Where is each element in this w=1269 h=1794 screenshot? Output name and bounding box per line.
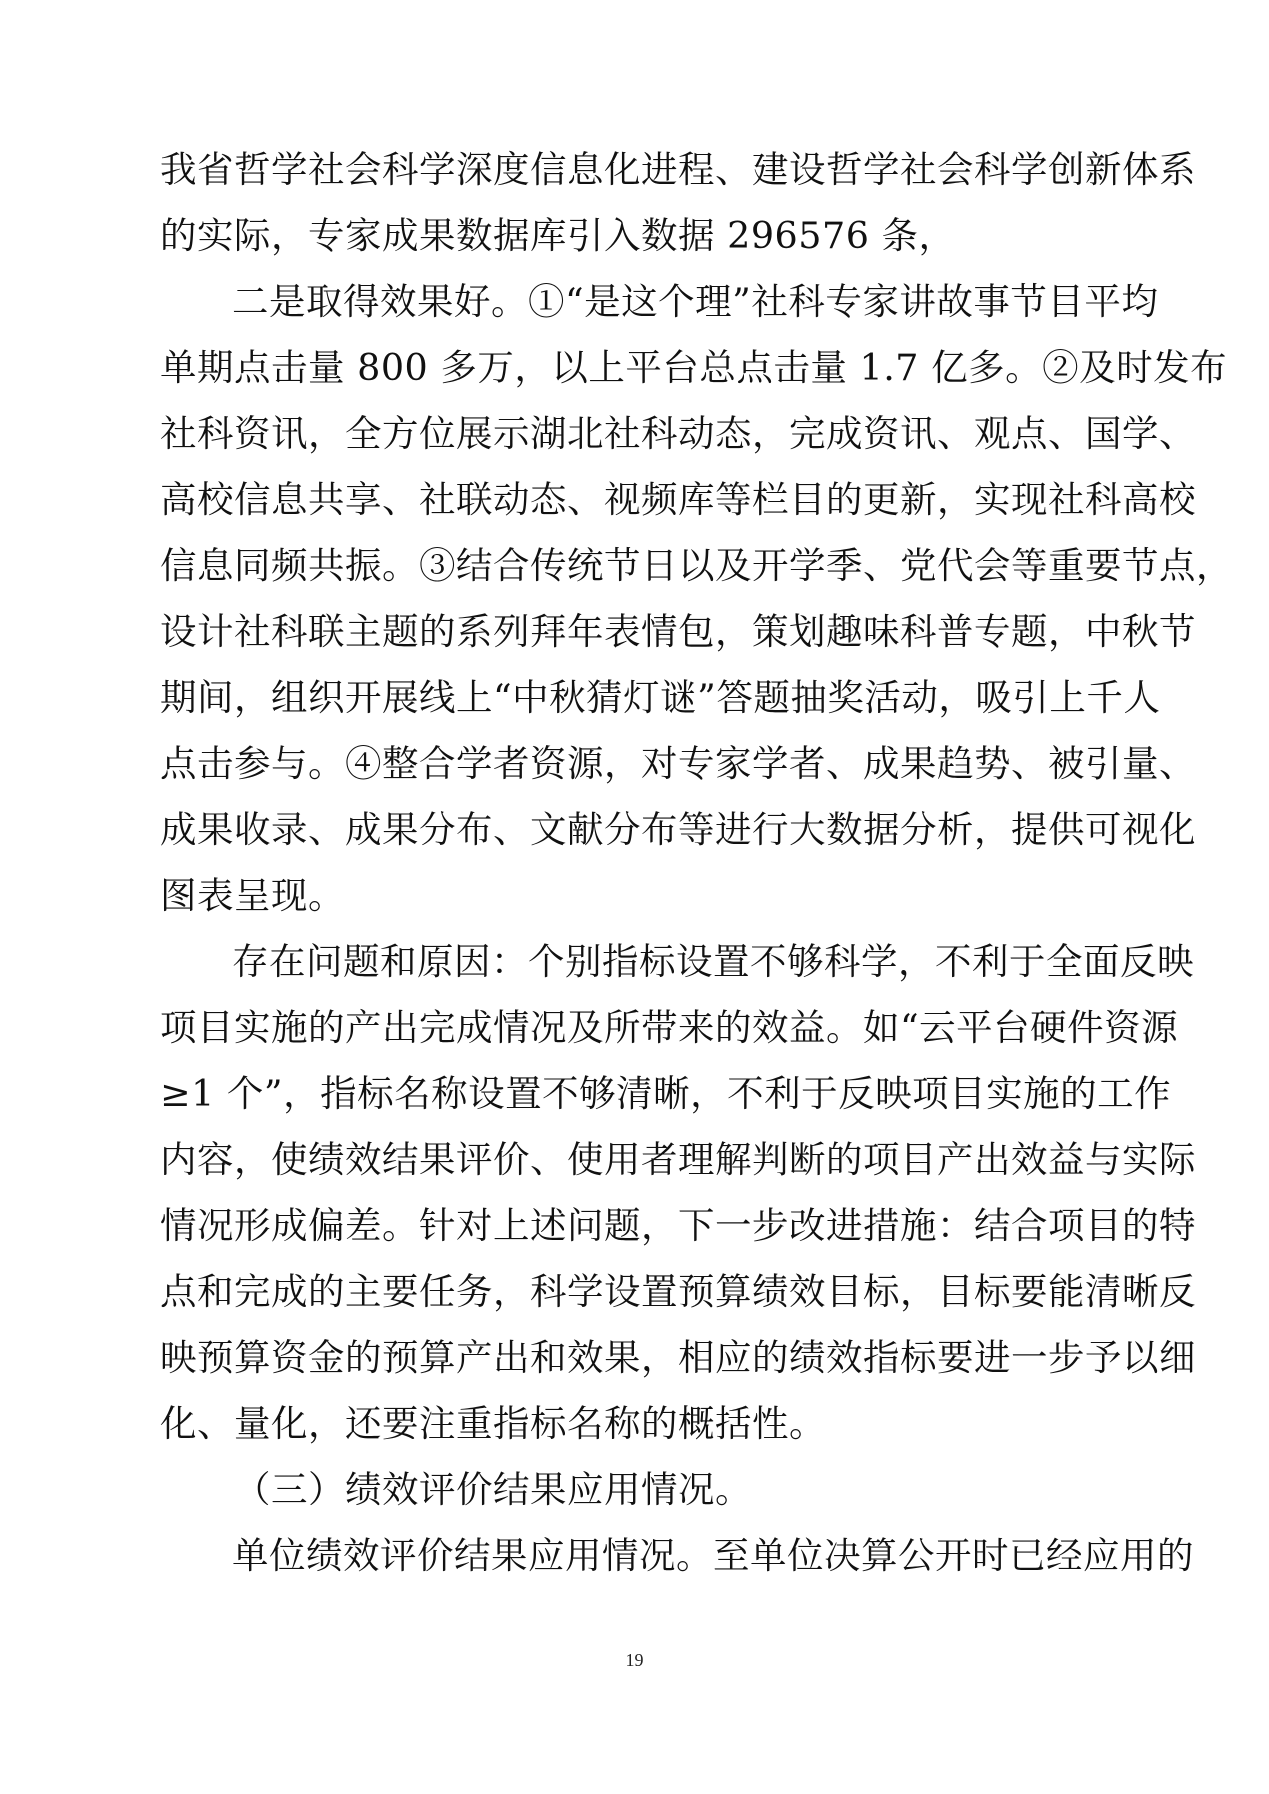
body-line-1: 我省哲学社会科学深度信息化进程、建设哲学社会科学创新体系 — [160, 148, 1196, 191]
section-heading: （三）绩效评价结果应用情况。 — [234, 1468, 752, 1511]
paragraph-3-line-5: 情况形成偏差。针对上述问题，下一步改进措施：结合项目的特 — [160, 1204, 1196, 1247]
paragraph-2-line-4: 高校信息共享、社联动态、视频库等栏目的更新，实现社科高校 — [160, 478, 1196, 521]
paragraph-3-line-1: 存在问题和原因：个别指标设置不够科学，不利于全面反映 — [232, 940, 1194, 983]
paragraph-3-line-4: 内容，使绩效结果评价、使用者理解判断的项目产出效益与实际 — [160, 1138, 1196, 1181]
paragraph-3-line-6: 点和完成的主要任务，科学设置预算绩效目标，目标要能清晰反 — [160, 1270, 1196, 1313]
paragraph-2-line-8: 点击参与。④整合学者资源，对专家学者、成果趋势、被引量、 — [160, 742, 1196, 785]
paragraph-3-line-2: 项目实施的产出完成情况及所带来的效益。如“云平台硬件资源 — [160, 1006, 1179, 1049]
paragraph-2-line-3: 社科资讯，全方位展示湖北社科动态，完成资讯、观点、国学、 — [160, 412, 1196, 455]
paragraph-3-line-7: 映预算资金的预算产出和效果，相应的绩效指标要进一步予以细 — [160, 1336, 1196, 1379]
page-number: 19 — [625, 1650, 644, 1670]
paragraph-4-line-1: 单位绩效评价结果应用情况。至单位决算公开时已经应用的 — [232, 1534, 1194, 1577]
paragraph-2-line-1: 二是取得效果好。①“是这个理”社科专家讲故事节目平均 — [232, 280, 1159, 323]
paragraph-3-line-3: ≥1 个”，指标名称设置不够清晰，不利于反映项目实施的工作 — [160, 1072, 1172, 1115]
paragraph-2-line-9: 成果收录、成果分布、文献分布等进行大数据分析，提供可视化 — [160, 808, 1196, 851]
paragraph-2-line-2: 单期点击量 800 多万，以上平台总点击量 1.7 亿多。②及时发布 — [160, 346, 1228, 389]
paragraph-2-line-10: 图表呈现。 — [160, 874, 345, 917]
paragraph-2-line-5: 信息同频共振。③结合传统节日以及开学季、党代会等重要节点， — [160, 544, 1233, 587]
paragraph-3-line-8: 化、量化，还要注重指标名称的概括性。 — [160, 1402, 826, 1445]
paragraph-2-line-6: 设计社科联主题的系列拜年表情包，策划趣味科普专题，中秋节 — [160, 610, 1196, 653]
paragraph-2-line-7: 期间，组织开展线上“中秋猜灯谜”答题抽奖活动，吸引上千人 — [160, 676, 1161, 719]
body-line-2: 的实际，专家成果数据库引入数据 296576 条， — [160, 214, 956, 257]
